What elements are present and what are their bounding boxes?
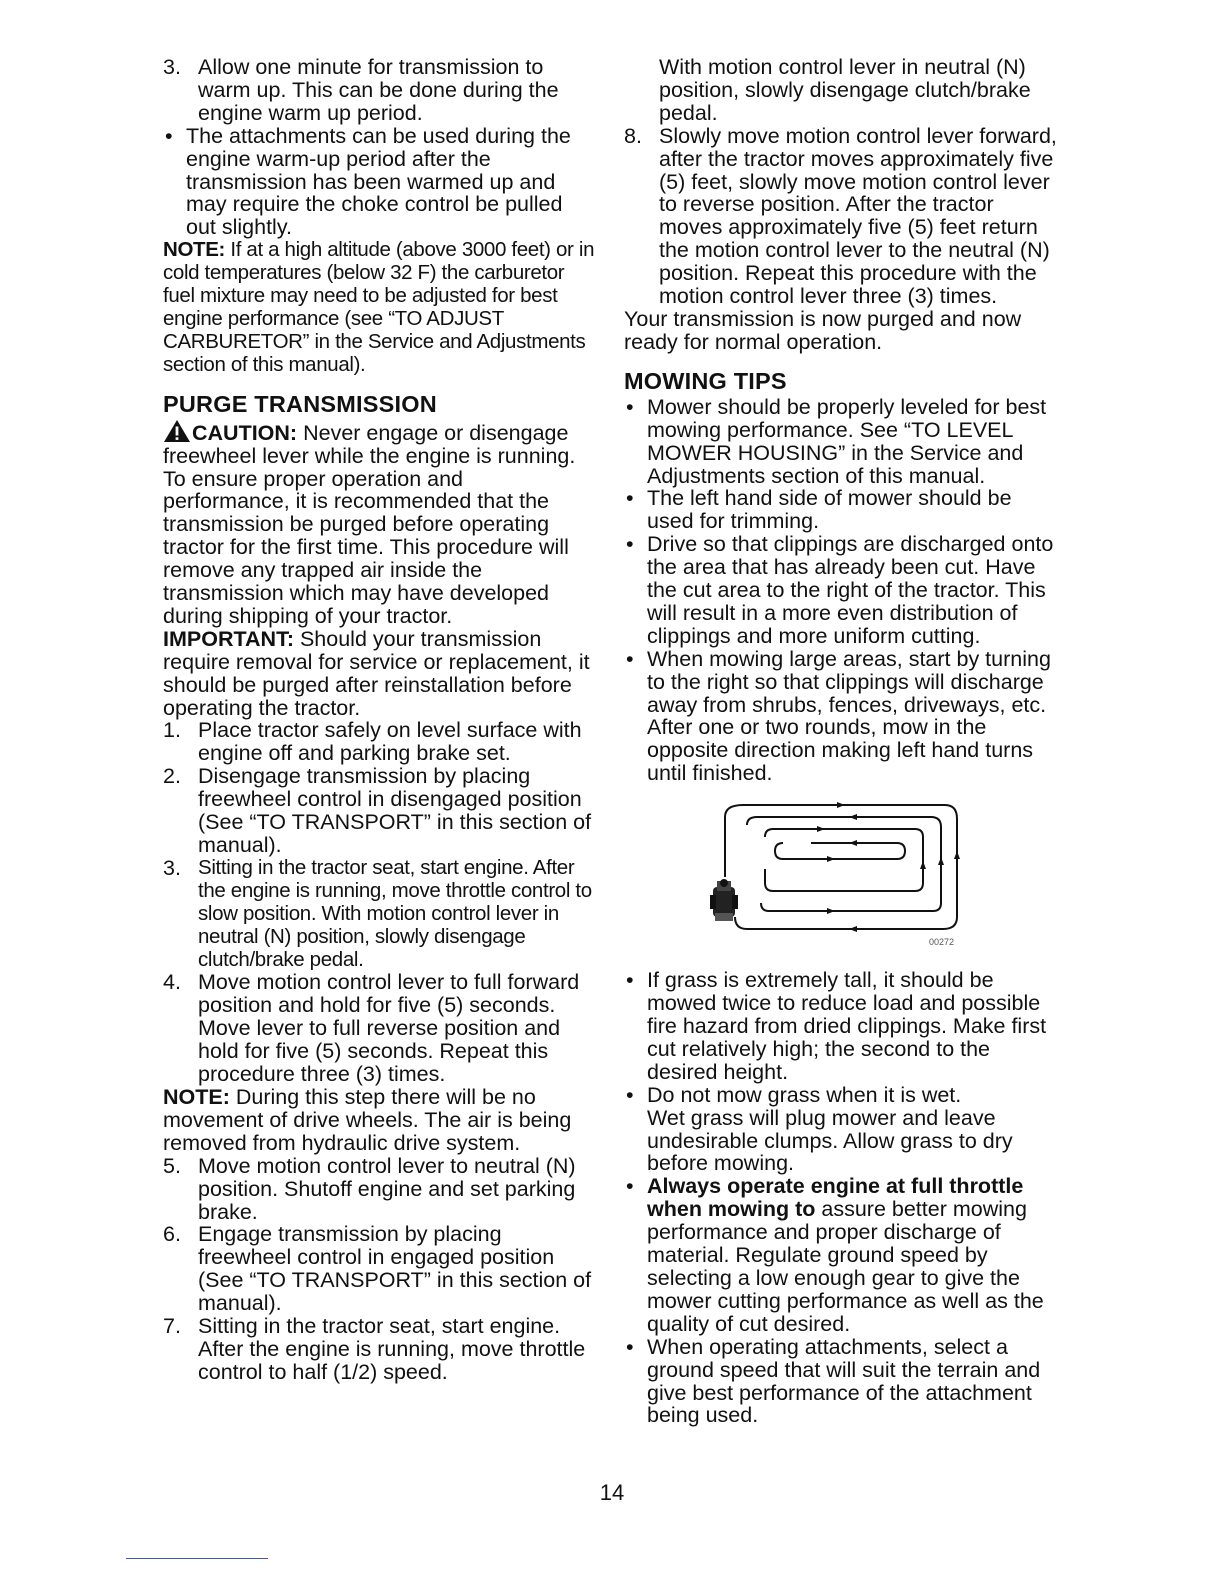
bullet-text: The attachments can be used during the engine warm-up period after the transmission has been warmed up and may require the choke control be pulled out slightly.: [186, 123, 571, 240]
mowing-pattern-figure: [707, 799, 967, 949]
purge-step-2: [163, 765, 595, 857]
tip-text: [647, 1084, 1060, 1176]
tip-large-areas: [624, 648, 1060, 785]
step-text: Sitting in the tractor seat, start engine. After the engine is running, move throttle control to half (1/2) speed.: [198, 1314, 586, 1384]
warning-triangle-icon: [163, 419, 191, 443]
caution-label: CAUTION:: [192, 420, 298, 445]
step-text: Slowly move motion control lever forward, after the tractor moves approximately five (5) feet, slowly move motion control lever to reverse position. After the tractor moves approximately five (5) feet return the motion control lever to the neutral (N) position. Repeat this procedure with the motion control lever three (3) times.: [659, 123, 1057, 309]
bullet-icon: •: [626, 394, 634, 419]
tip-text: When mowing large areas, start by turning to the right so that clippings will discharge away from shrubs, fences, driveways, etc. After one or two rounds, mow in the opposite direction making left hand turns until finished.: [647, 646, 1051, 786]
step-text: Allow one minute for transmission to warm up. This can be done during the engine warm up period.: [198, 55, 559, 125]
left-column: [163, 56, 595, 1384]
caution-text: Never engage or disengage freewheel lever while the engine is running.: [163, 420, 576, 468]
bullet-icon: •: [626, 486, 634, 511]
step-number: 7.: [163, 1314, 181, 1339]
purge-step-3: [163, 857, 595, 972]
step-number: 3.: [163, 855, 181, 880]
tip-text: If grass is extremely tall, it should be mowed twice to reduce load and possible fire hazard from dried clippings. Make first cut relatively high; the second to the desired height.: [647, 968, 1047, 1084]
bullet-icon: •: [626, 646, 634, 671]
purge-step-8: [624, 125, 1060, 308]
tip-full-throttle: [624, 1175, 1060, 1335]
bullet-icon: •: [626, 968, 634, 993]
important-paragraph: [163, 628, 595, 720]
bullet-icon: •: [626, 1082, 634, 1107]
warmup-step: [163, 56, 595, 125]
figure-code: 00272: [929, 937, 955, 948]
note-label: NOTE:: [163, 1084, 230, 1109]
step-7-continued: With motion control lever in neutral (N) position, slowly disengage clutch/brake pedal.: [659, 55, 1031, 125]
tip-text: Mower should be properly leveled for best mowing performance. See “TO LEVEL MOWER HOUSING” in the Service and Adjustments section of this manual.: [647, 394, 1047, 488]
purge-step-1: [163, 719, 595, 765]
tip-wet-line1: Do not mow grass when it is wet.: [647, 1082, 962, 1107]
purge-step-4: [163, 971, 595, 1086]
step-number: 1.: [163, 718, 181, 743]
note-text: If at a high altitude (above 3000 feet) or in cold temperatures (below 32 F) the carburetor fuel mixture may need to be adjusted for best engine performance (see “TO ADJUST CARBURETOR” in the Service and Adjustments section of this manual).: [163, 238, 595, 376]
tip-wet-grass: [624, 1084, 1060, 1176]
step-number: 4.: [163, 970, 181, 995]
step-text: Place tractor safely on level surface with engine off and parking brake set.: [198, 718, 582, 766]
important-text: Should your transmission require removal for service or replacement, it should be purged after reinstallation before operating the tractor.: [163, 626, 590, 720]
footer-rule: [126, 1558, 268, 1559]
tip-text: [647, 1175, 1060, 1335]
drive-wheels-note: [163, 1086, 595, 1155]
step-number: 3.: [163, 55, 181, 79]
step-text: Move motion control lever to neutral (N) position. Shutoff engine and set parking brake.: [198, 1153, 576, 1224]
purge-transmission-heading: PURGE TRANSMISSION: [163, 390, 437, 417]
bullet-icon: •: [626, 1174, 634, 1199]
tip-bold-lead: Always operate engine at full throttle when mowing to: [647, 1174, 1024, 1222]
altitude-note: [163, 239, 595, 376]
purged-ready-text: Your transmission is now purged and now ready for normal operation.: [624, 306, 1022, 354]
tip-left-side: [624, 487, 1060, 533]
tip-text: When operating attachments, select a ground speed that will suit the terrain and give best performance of the attachment being used.: [647, 1334, 1041, 1428]
caution-paragraph: [163, 419, 595, 468]
step-number: 5.: [163, 1153, 181, 1178]
purge-intro: To ensure proper operation and performance, it is recommended that the transmission be purged before operating tractor for the first time. This procedure will remove any trapped air inside the transmission which may have developed during shipping of your tractor.: [163, 466, 569, 628]
page-number: 14: [599, 1480, 625, 1505]
attachments-bullet: [163, 125, 595, 240]
step-number: 6.: [163, 1222, 181, 1247]
tip-discharge: [624, 533, 1060, 648]
tip-text: Drive so that clippings are discharged onto the area that has already been cut. Have the cut area to the right of the tractor. This will result in a more even distribution of clippings and more uniform cutting.: [647, 532, 1054, 648]
step-number: 2.: [163, 764, 181, 789]
important-label: IMPORTANT:: [163, 626, 294, 651]
mowing-tips-heading: MOWING TIPS: [624, 367, 787, 394]
tip-attachments: [624, 1336, 1060, 1428]
purge-step-7: [163, 1315, 595, 1384]
tip-rest: assure better mowing performance and proper discharge of material. Regulate ground speed by selecting a low enough gear to give the mower cutting performance as well as the quality of cut desired.: [647, 1197, 1044, 1336]
tip-text: The left hand side of mower should be used for trimming.: [647, 486, 1012, 534]
bullet-icon: •: [165, 123, 173, 148]
step-text: Move motion control lever to full forward position and hold for five (5) seconds. Move lever to full reverse position and hold for five (5) seconds. Repeat this procedure three (3) times.: [198, 970, 580, 1087]
note-text: During this step there will be no movement of drive wheels. The air is being removed from hydraulic drive system.: [163, 1084, 572, 1155]
tip-tall-grass: [624, 969, 1060, 1084]
step-text: Sitting in the tractor seat, start engine. After the engine is running, move throttle control to slow position. With motion control lever in neutral (N) position, slowly disengage clutch/brake pedal.: [198, 855, 592, 971]
step-text: Disengage transmission by placing freewheel control in disengaged position (See “TO TRANSPORT” in this section of manual).: [198, 764, 592, 857]
tip-wet-line2: Wet grass will plug mower and leave undesirable clumps. Allow grass to dry before mowing.: [647, 1105, 1013, 1176]
mowing-pattern-diagram: [707, 799, 967, 949]
note-label: NOTE:: [163, 238, 226, 262]
bullet-icon: •: [626, 532, 634, 557]
step-number: 8.: [624, 123, 642, 148]
purge-step-5: [163, 1155, 595, 1224]
step-text: Engage transmission by placing freewheel control in engaged position (See “TO TRANSPORT” in this section of manual).: [198, 1222, 592, 1316]
purge-step-6: [163, 1223, 595, 1315]
tip-leveled: [624, 396, 1060, 488]
bullet-icon: •: [626, 1334, 634, 1359]
tractor-icon: [710, 879, 738, 921]
right-column: [624, 56, 1060, 1427]
